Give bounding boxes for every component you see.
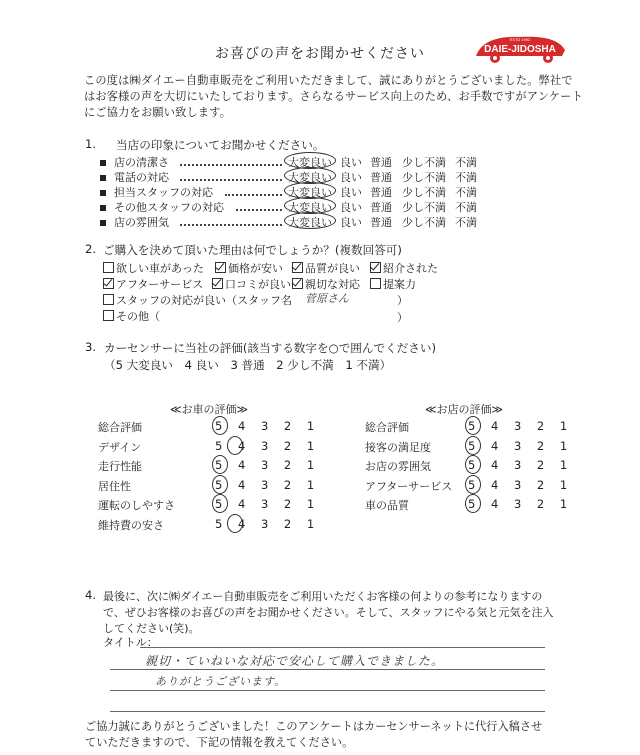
checked-box-icon[interactable]	[292, 278, 303, 289]
reason-label: 親切な対応	[305, 278, 360, 291]
selected-rating-circle	[227, 436, 243, 455]
reason-option[interactable]	[212, 276, 291, 292]
selected-rating-circle	[465, 436, 481, 455]
q1-option[interactable]: 少し不満	[402, 171, 446, 184]
intro-line-3: にご協力をお願い致します。	[84, 106, 232, 119]
car-rating-label: デザイン	[98, 440, 142, 454]
bullet-icon	[100, 205, 106, 211]
shop-rating-label: アフターサービス	[365, 479, 453, 493]
reason-label: アフターサービス	[116, 278, 204, 291]
shop-rating-label: 接客の満足度	[365, 440, 431, 454]
q1-item-label: 担当スタッフの対応	[114, 186, 213, 199]
reason-label: 価格が安い	[228, 262, 283, 275]
q1-option[interactable]: 不満	[455, 216, 477, 229]
q1-item	[100, 169, 169, 185]
intro-line-1: この度は㈱ダイエー自動車販売をご利用いただきまして、誠にありがとうございました。弊社で	[84, 74, 573, 87]
selected-rating-circle	[465, 416, 481, 435]
footer-line-1: ご協力誠にありがとうございました！このアンケートはカーセンサーネットに代行入稿させ	[85, 720, 543, 733]
logo-subtext: ESTD 1992	[509, 37, 531, 42]
selected-rating-circle	[212, 475, 228, 494]
car-rating-label: 居住性	[98, 479, 131, 493]
car-rating-heading: ≪お車の評価≫	[170, 403, 249, 416]
reason-label: 口コミが良い	[225, 278, 291, 291]
logo-text: DAIE-JIDOSHA	[484, 44, 556, 55]
q1-item	[100, 154, 169, 170]
selected-circle	[284, 212, 336, 229]
checked-box-icon[interactable]	[292, 262, 303, 273]
answer-line	[110, 690, 545, 691]
reason-option[interactable]	[103, 292, 292, 308]
bullet-icon	[100, 160, 106, 166]
reason-label: その他（	[116, 310, 160, 323]
q1-number: 1.	[85, 137, 97, 151]
q1-option[interactable]: 少し不満	[402, 156, 446, 169]
q4-line-1: 最後に、次に㈱ダイエー自動車販売をご利用いただくお客様の何よりの参考になりますの	[103, 590, 543, 603]
q3-scale: （5 大変良い 4 良い 3 普通 2 少し不満 1 不満）	[104, 358, 392, 372]
q1-option[interactable]: 良い	[340, 171, 362, 184]
shop-rating-heading: ≪お店の評価≫	[425, 403, 504, 416]
q1-option[interactable]: 良い	[340, 201, 362, 214]
reason-option[interactable]	[292, 260, 360, 276]
q1-option[interactable]: 大変良い	[288, 156, 332, 169]
answer-line	[140, 647, 545, 648]
close-paren: ）	[397, 294, 408, 307]
selected-rating-circle	[212, 455, 228, 474]
checked-box-icon[interactable]	[212, 278, 223, 289]
q1-option[interactable]: 普通	[370, 171, 392, 184]
q1-option[interactable]: 大変良い	[288, 216, 332, 229]
car-rating-scale[interactable]: 5 4 3 2 1	[215, 438, 321, 453]
checkbox-icon[interactable]	[103, 310, 114, 321]
checkbox-icon[interactable]	[103, 294, 114, 305]
q1-option[interactable]: 普通	[370, 186, 392, 199]
shop-rating-scale[interactable]: 5 4 3 2 1	[468, 458, 574, 472]
q1-item-label: 店の雰囲気	[114, 216, 169, 229]
q1-option[interactable]: 少し不満	[402, 186, 446, 199]
leader-dots	[225, 194, 282, 196]
bullet-icon	[100, 190, 106, 196]
shop-rating-label: 総合評価	[365, 421, 409, 434]
q1-option[interactable]: 不満	[455, 156, 477, 169]
q1-option[interactable]: 大変良い	[288, 186, 332, 199]
reason-option[interactable]	[215, 260, 283, 276]
selected-rating-circle	[227, 514, 243, 533]
q1-question: 当店の印象についてお聞かせください。	[116, 138, 325, 152]
q1-option[interactable]: 良い	[340, 186, 362, 199]
q1-option[interactable]: 良い	[340, 156, 362, 169]
reason-label: 提案力	[383, 278, 416, 291]
q4-number: 4.	[85, 588, 97, 602]
footer-line-2: ていただきますので、下記の情報を教えてください。	[85, 736, 354, 749]
q1-option[interactable]: 少し不満	[402, 216, 446, 229]
shop-rating-scale[interactable]: 5 4 3 2 1	[468, 438, 574, 453]
handwritten-comment-2: ありがとうございます。	[155, 675, 287, 688]
q1-option[interactable]: 大変良い	[288, 171, 332, 184]
bullet-icon	[100, 220, 106, 226]
reason-label: 品質が良い	[305, 262, 360, 275]
handwritten-comment-1: 親切・ていねいな対応で安心して購入できました。	[145, 654, 445, 668]
selected-rating-circle	[465, 455, 481, 474]
checkbox-icon[interactable]	[370, 278, 381, 289]
q1-option[interactable]: 良い	[340, 216, 362, 229]
answer-line	[110, 711, 545, 712]
leader-dots	[180, 224, 282, 226]
q2-question: ご購入を決めて頂いた理由は何でしょうか？(複数回答可)	[103, 243, 402, 257]
q1-option[interactable]: 不満	[455, 186, 477, 199]
checkbox-icon[interactable]	[103, 262, 114, 273]
bullet-icon	[100, 175, 106, 181]
leader-dots	[180, 179, 282, 181]
shop-rating-scale[interactable]: 5 4 3 2 1	[468, 419, 574, 433]
car-rating-scale[interactable]: 5 4 3 2 1	[215, 497, 321, 511]
q1-option[interactable]: 普通	[370, 201, 392, 214]
answer-line	[110, 669, 545, 670]
staff-name-handwritten: 菅原さん	[305, 292, 349, 305]
reason-option[interactable]	[103, 260, 204, 276]
checked-box-icon[interactable]	[370, 262, 381, 273]
q3-number: 3.	[85, 340, 97, 354]
intro-line-2: はお客様の声を大切にいたしております。さらなるサービス向上のため、お手数ですがアンケート	[84, 90, 584, 103]
q1-item	[100, 214, 169, 230]
q1-option[interactable]: 普通	[370, 156, 392, 169]
q1-option[interactable]: 不満	[455, 201, 477, 214]
company-logo	[470, 30, 570, 68]
shop-rating-label: お店の雰囲気	[365, 460, 431, 473]
q1-option[interactable]: 不満	[455, 171, 477, 184]
car-rating-label: 総合評価	[98, 421, 142, 434]
reason-label: 欲しい車があった	[116, 262, 204, 275]
q3-question: カーセンサーに当社の評価(該当する数字を○で囲んでください)	[104, 341, 436, 355]
car-rating-scale[interactable]: 5 4 3 2 1	[215, 419, 321, 433]
car-rating-label: 走行性能	[98, 460, 142, 473]
q1-item	[100, 199, 224, 215]
title-label: タイトル：	[103, 636, 158, 649]
q1-item-label: 店の清潔さ	[114, 156, 169, 169]
q1-option[interactable]: 少し不満	[402, 201, 446, 214]
q1-item	[100, 184, 213, 200]
checked-box-icon[interactable]	[103, 278, 114, 289]
shop-rating-scale[interactable]: 5 4 3 2 1	[468, 497, 574, 511]
car-rating-scale[interactable]: 5 4 3 2 1	[215, 458, 321, 472]
shop-rating-scale[interactable]: 5 4 3 2 1	[468, 477, 574, 492]
selected-rating-circle	[212, 416, 228, 435]
q1-option[interactable]: 大変良い	[288, 201, 332, 214]
car-rating-scale[interactable]: 5 4 3 2 1	[215, 477, 321, 492]
reason-label: 紹介された	[383, 262, 438, 275]
selected-rating-circle	[212, 494, 228, 513]
reason-option[interactable]	[103, 276, 203, 292]
checked-box-icon[interactable]	[215, 262, 226, 273]
q1-item-label: 電話の対応	[114, 171, 169, 184]
q2-number: 2.	[85, 242, 97, 256]
car-rating-label: 運転のしやすさ	[98, 499, 175, 512]
q1-option[interactable]: 普通	[370, 216, 392, 229]
reason-option[interactable]	[370, 260, 438, 276]
leader-dots	[236, 209, 282, 211]
q4-line-2: で、ぜひお客様のお喜びの声をお聞かせください。そして、スタッフにやる気と元気を注入	[103, 606, 554, 619]
leader-dots	[180, 164, 282, 166]
reason-label: スタッフの対応が良い（スタッフ名	[116, 294, 292, 307]
close-paren-other: ）	[397, 311, 408, 324]
q4-line-3: してください(笑)。	[103, 622, 200, 635]
selected-rating-circle	[465, 475, 481, 494]
car-rating-label: 維持費の安さ	[98, 518, 164, 532]
selected-rating-circle	[465, 494, 481, 513]
car-rating-scale[interactable]: 5 4 3 2 1	[215, 516, 321, 531]
reason-option[interactable]	[370, 276, 416, 292]
reason-option[interactable]	[103, 308, 160, 324]
q1-item-label: その他スタッフの対応	[114, 201, 224, 214]
page-title: お喜びの声をお聞かせください	[215, 46, 425, 62]
shop-rating-label: 車の品質	[365, 499, 409, 512]
